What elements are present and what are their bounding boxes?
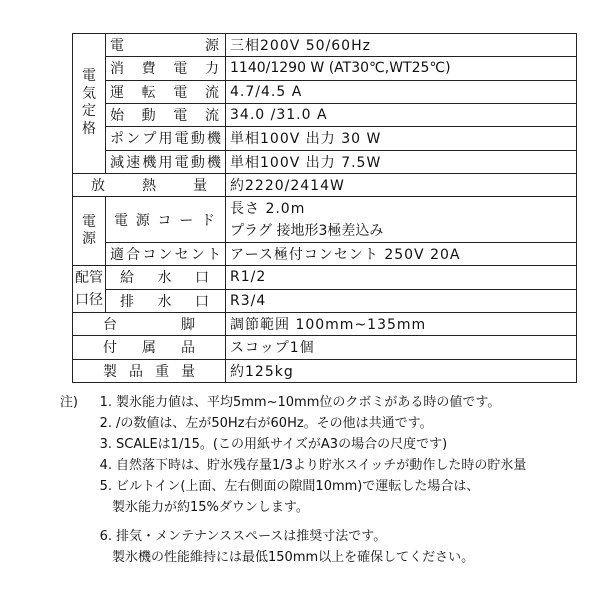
- spec-value: 約2220/2414W: [226, 173, 577, 196]
- spec-value: 調節範囲 100mm~135mm: [226, 312, 577, 335]
- spec-label: 排水口: [106, 289, 226, 312]
- note-text: /の数値は、左が50Hz右が60Hz。その他は共通です。: [116, 416, 433, 431]
- table-row: [73, 266, 577, 289]
- spec-value: スコップ1個: [226, 336, 577, 359]
- spec-value: 1140/1290 W (AT30℃,WT25℃): [226, 57, 577, 80]
- note-item: [40, 413, 600, 434]
- note-number: 6.: [99, 529, 112, 544]
- piping-group-label: 配管口径: [73, 266, 106, 313]
- note-item: [40, 392, 600, 413]
- note-number: 3.: [99, 437, 112, 452]
- cord-length: 長さ 2.0m: [230, 200, 306, 217]
- spec-value: アース極付コンセント 250V 20A: [226, 242, 577, 265]
- note-number: 5.: [99, 479, 112, 494]
- table-row: [73, 103, 577, 126]
- table-row: [73, 80, 577, 103]
- note-text: 自然落下時は、貯氷残存量1/3より貯氷スイッチが動作した時の貯氷量: [116, 458, 527, 473]
- note-item: [40, 455, 600, 476]
- spec-label: 放熱量: [73, 173, 226, 196]
- table-row: [73, 173, 577, 196]
- note-number: 2.: [99, 416, 112, 431]
- spec-label: 製品重量: [73, 359, 226, 382]
- spec-value: 約125kg: [226, 359, 577, 382]
- spec-label: 始動電流: [106, 103, 226, 126]
- note-text: SCALEは1/15。(この用紙サイズがA3の場合の尺度です): [116, 437, 448, 452]
- spec-value: 三相200V 50/60Hz: [226, 34, 577, 57]
- spec-value: R1/2: [226, 266, 577, 289]
- spec-value: 単相100V 出力 30 W: [226, 127, 577, 150]
- spec-value: 4.7/4.5 A: [226, 80, 577, 103]
- note-item: [40, 526, 600, 547]
- spec-value: 単相100V 出力 7.5W: [226, 150, 577, 173]
- spec-value: R3/4: [226, 289, 577, 312]
- electrical-group-label: 電気定格: [73, 34, 106, 174]
- power-group-label: 電源: [73, 197, 106, 266]
- spec-label: 適合コンセント: [106, 242, 226, 265]
- note-text: ビルトイン(上面、左右側面の隙間10mm)で運転した場合は、: [116, 479, 480, 494]
- table-row: [73, 336, 577, 359]
- spec-value: 34.0 /31.0 A: [226, 103, 577, 126]
- notes-section: [40, 392, 600, 568]
- note-text-continued: 製氷能力が約15%ダウンします。: [112, 500, 309, 515]
- note-text-continued: 製氷機の性能維持には最低150mm以上を確保してください。: [112, 550, 475, 565]
- table-row: [73, 34, 577, 57]
- note-number: 1.: [99, 395, 112, 410]
- spec-value: [226, 197, 577, 243]
- notes-prefix: 注): [59, 395, 78, 410]
- note-item: [40, 434, 600, 455]
- note-item: [40, 476, 600, 497]
- table-row: [73, 150, 577, 173]
- spec-table: [72, 33, 577, 383]
- spec-label: 給水口: [106, 266, 226, 289]
- spec-label: 電源: [106, 34, 226, 57]
- spec-label: 運転電流: [106, 80, 226, 103]
- spec-label: 電源コード: [106, 197, 226, 243]
- table-row: [73, 197, 577, 243]
- cord-plug: プラグ 接地形3極差込み: [230, 222, 384, 239]
- spec-label: 減速機用電動機: [106, 150, 226, 173]
- table-row: [73, 289, 577, 312]
- table-row: [73, 242, 577, 265]
- spec-label: 付属品: [73, 336, 226, 359]
- spec-label: 台脚: [73, 312, 226, 335]
- table-row: [73, 359, 577, 382]
- note-text: 排気・メンテナンススペースは推奨寸法です。: [116, 529, 387, 544]
- table-row: [73, 57, 577, 80]
- spec-label: 消費電力: [106, 57, 226, 80]
- note-text: 製氷能力値は、平均5mm~10mm位のクボミがある時の値です。: [116, 395, 501, 410]
- note-number: 4.: [99, 458, 112, 473]
- table-row: [73, 127, 577, 150]
- table-row: [73, 312, 577, 335]
- spec-label: ポンプ用電動機: [106, 127, 226, 150]
